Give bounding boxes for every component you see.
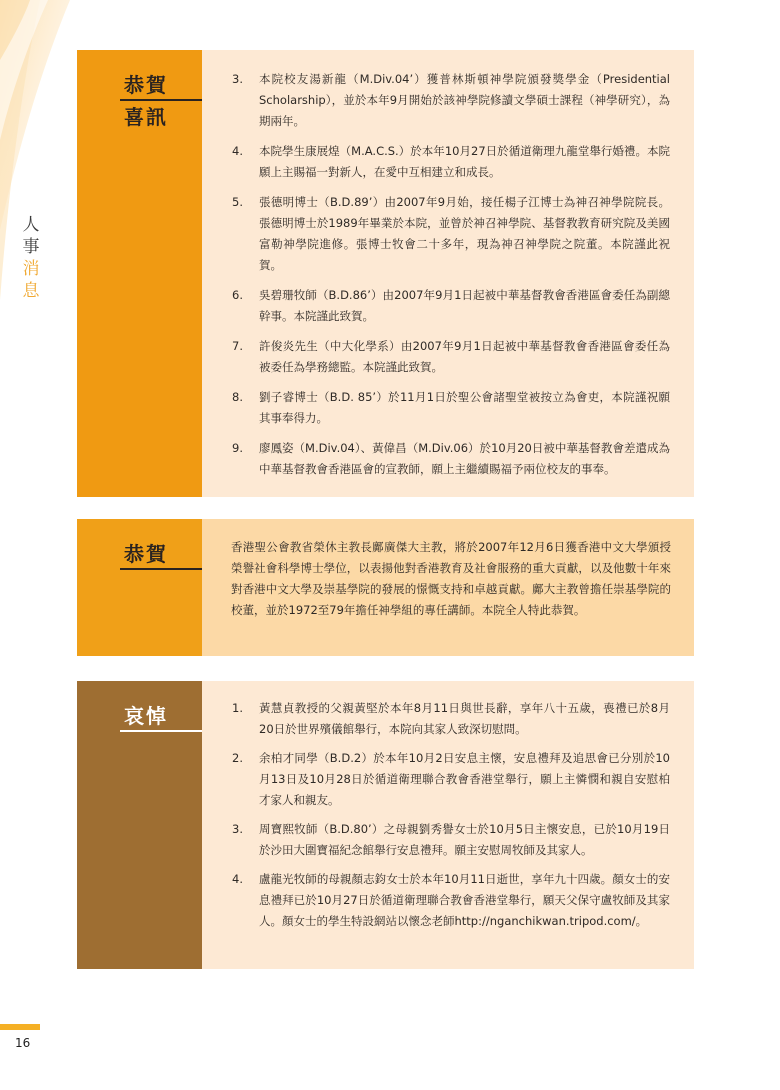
side-label-char: 息 (22, 281, 40, 301)
section-panel (202, 519, 694, 656)
list-item (232, 192, 670, 276)
side-label-char: 消 (22, 259, 40, 279)
item-number: 6. (232, 288, 243, 302)
item-text: 盧龍光牧師的母親顏志鈞女士於本年10月11日逝世，享年九十四歲。顏女士的安息禮拜已於10月27日於循道衛理聯合教會香港堂舉行，願天父保守盧牧師及其家人。顏女士的學生特設網站以懷念老師http://nganchikwan.tripod.com/。 (259, 872, 670, 928)
item-text: 黃慧貞教授的父親黃堅於本年8月11日與世長辭，享年八十五歲，喪禮已於8月20日於世界殯儀館舉行，本院向其家人致深切慰問。 (259, 701, 670, 736)
side-label-char: 人 (22, 215, 40, 235)
item-number: 1. (232, 701, 243, 715)
item-text: 許俊炎先生（中大化學系）由2007年9月1日起被中華基督教會香港區會委任為被委任為學務總監。本院謹此致賀。 (259, 339, 670, 374)
list-item (232, 336, 670, 378)
item-number: 8. (232, 390, 243, 404)
item-text: 張德明博士（B.D.89’）由2007年9月始，接任楊子江博士為神召神學院院長。張德明博士於1989年畢業於本院，並曾於神召神學院、基督教教育研究院及美國富勒神學院進修。張博士牧會二十多年，現為神召神學院之院董。本院謹此祝賀。 (259, 195, 670, 272)
section-title: 恭賀 (124, 542, 168, 566)
item-text: 廖鳳姿（M.Div.04）、黃偉昌（M.Div.06）於10月20日被中華基督教會差遣成為中華基督教會香港區會的宣教師，願上主繼續賜福予兩位校友的事奉。 (259, 441, 670, 476)
item-number: 4. (232, 144, 243, 158)
item-number: 2. (232, 751, 243, 765)
title-underline (120, 730, 202, 732)
list-item (232, 141, 670, 183)
list-item (232, 438, 670, 480)
list-item (232, 869, 670, 932)
item-number: 4. (232, 872, 243, 886)
item-number: 3. (232, 72, 243, 86)
news-list (232, 69, 670, 489)
title-underline (120, 568, 202, 570)
item-number: 9. (232, 441, 243, 455)
item-text: 劉子睿博士（B.D. 85’）於11月1日於聖公會諸聖堂被按立為會吏，本院謹祝願其事奉得力。 (259, 390, 670, 425)
section-title: 恭賀 (124, 73, 168, 97)
side-section-label (16, 214, 46, 302)
item-number: 5. (232, 195, 243, 209)
section-paragraph: 香港聖公會教省榮休主教長鄺廣傑大主教，將於2007年12月6日獲香港中文大學頒授榮譽社會科學博士學位，以表揚他對香港教育及社會服務的重大貢獻，以及他數十年來對香港中文大學及崇基學院的發展的憬慨支持和卓越貢獻。鄺大主教曾擔任崇基學院的校董，並於1972至79年擔任神學組的專任講師。本院全人特此恭賀。 (231, 540, 671, 617)
section-tab (77, 519, 202, 656)
title-underline (120, 99, 202, 101)
item-text: 本院校友湯新龍（M.Div.04’）獲普林斯頓神學院頒發獎學金（Presidential Scholarship），並於本年9月開始於該神學院修讀文學碩士課程（神學研究），為期兩年。 (259, 72, 670, 128)
item-text: 周寶熙牧師（B.D.80’）之母親劉秀譽女士於10月5日主懷安息，已於10月19日於沙田大圍寶福紀念館舉行安息禮拜。願主安慰周牧師及其家人。 (259, 822, 670, 857)
item-text: 余柏才同學（B.D.2）於本年10月2日安息主懷，安息禮拜及追思會已分別於10月13日及10月28日於循道衛理聯合教會香港堂舉行，願上主憐憫和親自安慰柏才家人和親友。 (259, 751, 670, 807)
list-item (232, 748, 670, 811)
item-number: 3. (232, 822, 243, 836)
page-number: 16 (15, 1036, 31, 1050)
item-text: 吳碧珊牧師（B.D.86’）由2007年9月1日起被中華基督教會香港區會委任為副總幹事。本院謹此致賀。 (259, 288, 670, 323)
list-item (232, 698, 670, 740)
condolence-list (232, 698, 670, 940)
section-tab (77, 681, 202, 969)
side-label-char: 事 (22, 237, 40, 257)
list-item (232, 387, 670, 429)
footer-accent-bar (0, 1024, 40, 1030)
section-title: 哀悼 (124, 704, 168, 728)
section-panel (202, 50, 694, 497)
list-item (232, 285, 670, 327)
item-number: 7. (232, 339, 243, 353)
item-text: 本院學生康展煌（M.A.C.S.）於本年10月27日於循道衛理九龍堂舉行婚禮。本院願上主賜福一對新人，在愛中互相建立和成長。 (259, 144, 670, 179)
section-congratulations (77, 519, 694, 656)
section-title: 喜訊 (124, 105, 168, 129)
list-item (232, 69, 670, 132)
section-panel (202, 681, 694, 969)
section-tab (77, 50, 202, 497)
section-congratulations-news (77, 50, 694, 497)
section-condolences (77, 681, 694, 969)
list-item (232, 819, 670, 861)
